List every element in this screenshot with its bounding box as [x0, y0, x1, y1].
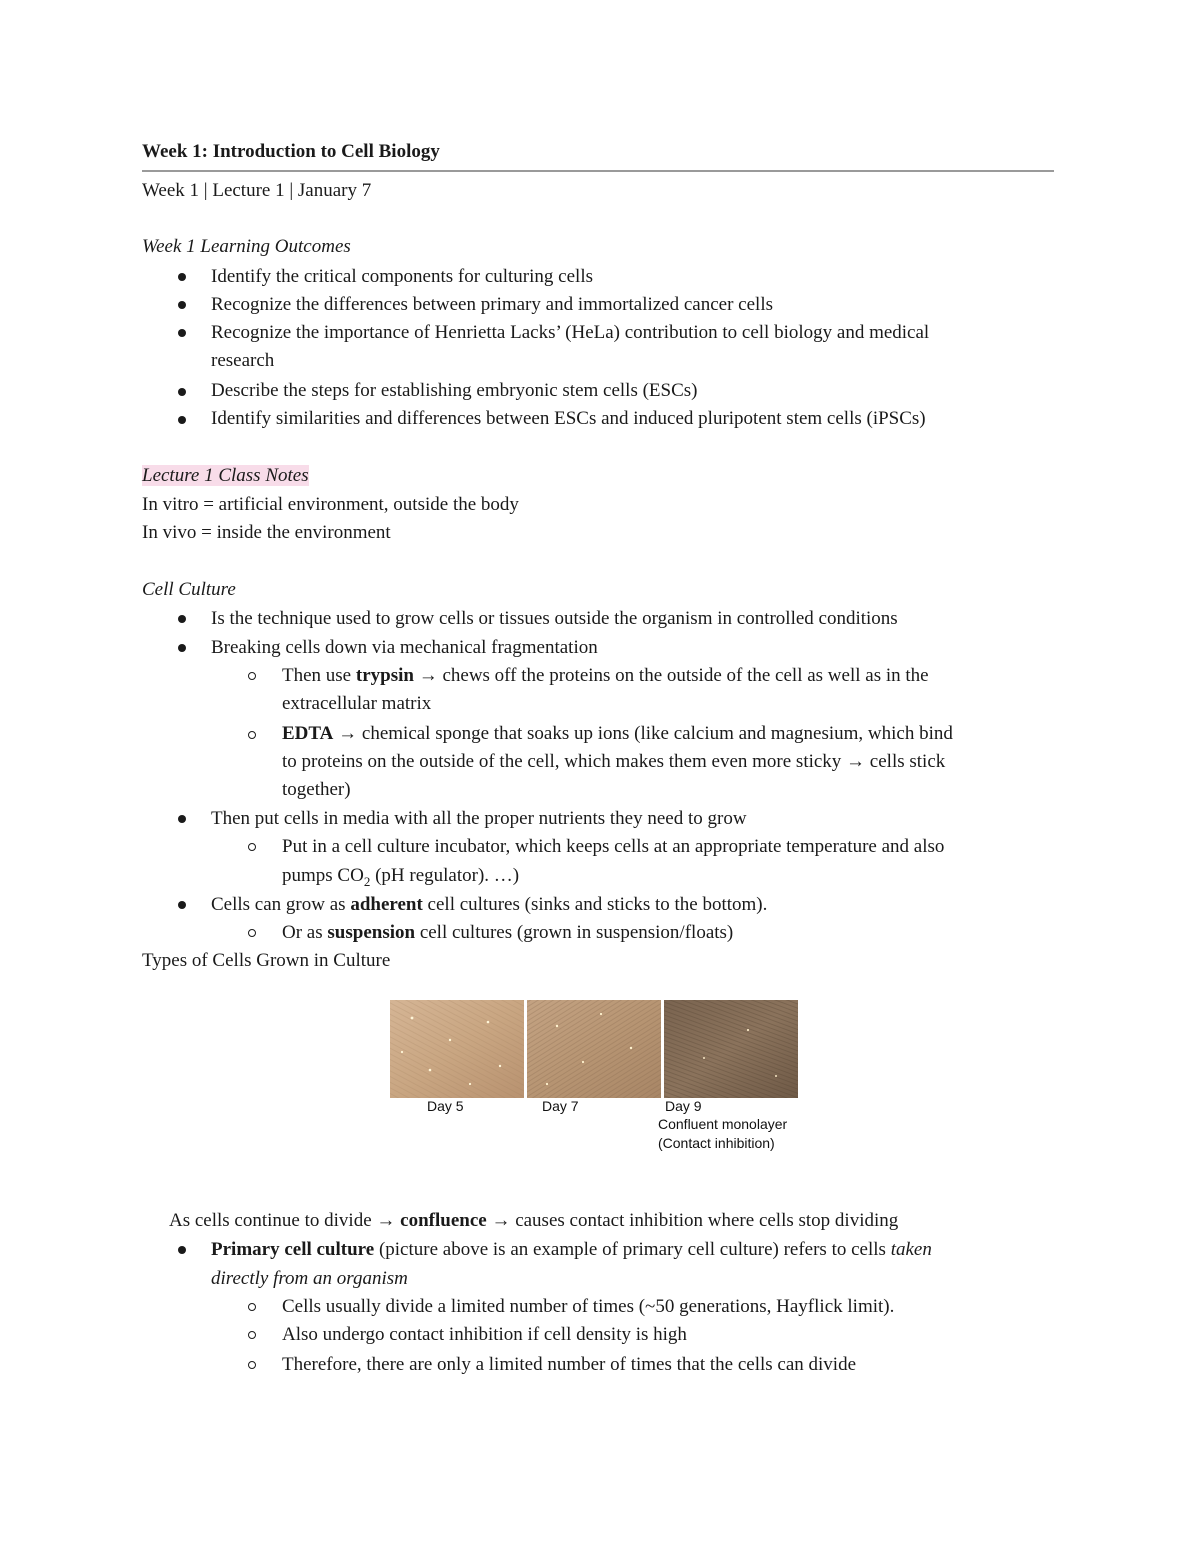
- primary-sub-item: Also undergo contact inhibition if cell density is high: [282, 1324, 687, 1345]
- bullet-icon: [178, 301, 186, 309]
- outcome-item: Describe the steps for establishing embryonic stem cells (ESCs): [211, 380, 698, 401]
- text-run: → chews off the proteins on the outside of the cell as well as in the: [413, 665, 929, 686]
- day-5-caption: Day 5: [427, 1098, 464, 1114]
- bullet-icon: [178, 329, 186, 337]
- bullet-icon: [178, 416, 186, 424]
- hollow-bullet-icon: [248, 1303, 256, 1311]
- bullet-icon: [178, 273, 186, 281]
- text-run: Cells can grow as: [211, 894, 351, 915]
- primary-culture-term: Primary cell culture: [211, 1239, 375, 1260]
- hollow-bullet-icon: [248, 1331, 256, 1339]
- text-run: cell cultures (sinks and sticks to the bottom).: [422, 894, 768, 915]
- confluence-term: confluence: [400, 1210, 487, 1231]
- lecture-meta: Week 1 | Lecture 1 | January 7: [142, 180, 372, 201]
- text-run: → causes contact inhibition where cells stop dividing: [486, 1210, 899, 1231]
- cell-culture-figure: [390, 1000, 810, 1160]
- culture-bullet: Breaking cells down via mechanical fragmentation: [211, 637, 598, 658]
- bullet-icon: [178, 815, 186, 823]
- day-5-micrograph: [390, 1000, 524, 1098]
- adherent-line: [211, 891, 767, 919]
- in-vivo-definition: In vivo = inside the environment: [142, 522, 391, 543]
- trypsin-line-continued: extracellular matrix: [282, 693, 432, 714]
- culture-bullet: Is the technique used to grow cells or tissues outside the organism in controlled conditions: [211, 608, 898, 629]
- suspension-term: suspension: [327, 922, 416, 943]
- edta-line-continued: to proteins on the outside of the cell, which makes them even more sticky → cells stick: [282, 751, 946, 772]
- hollow-bullet-icon: [248, 843, 256, 851]
- subscript: 2: [363, 873, 371, 889]
- adherent-term: adherent: [350, 894, 423, 915]
- outcomes-heading: Week 1 Learning Outcomes: [142, 236, 351, 257]
- text-run: taken: [890, 1239, 932, 1260]
- title-divider: [142, 170, 1054, 172]
- confluence-line: [169, 1207, 898, 1235]
- bullet-icon: [178, 644, 186, 652]
- hollow-bullet-icon: [248, 1361, 256, 1369]
- confluent-caption: Confluent monolayer: [658, 1116, 788, 1132]
- bullet-icon: [178, 1246, 186, 1254]
- outcome-item: Recognize the importance of Henrietta Lacks’ (HeLa) contribution to cell biology and medical: [211, 322, 930, 343]
- text-run: (picture above is an example of primary cell culture) refers to cells: [374, 1239, 891, 1260]
- primary-culture-line: [211, 1236, 932, 1264]
- types-heading: Types of Cells Grown in Culture: [142, 950, 391, 971]
- day-9-caption: Day 9: [665, 1098, 702, 1114]
- text-run: pumps CO: [282, 865, 364, 886]
- text-run: → chemical sponge that soaks up ions (like calcium and magnesium, which bind: [333, 723, 953, 744]
- bullet-icon: [178, 615, 186, 623]
- trypsin-line: [282, 662, 929, 690]
- edta-term: EDTA: [282, 723, 334, 744]
- trypsin-term: trypsin: [355, 665, 414, 686]
- text-run: cell cultures (grown in suspension/floats): [415, 922, 734, 943]
- day-7-micrograph: [527, 1000, 661, 1098]
- day-9-micrograph: [664, 1000, 798, 1098]
- outcome-item: Recognize the differences between primary and immortalized cancer cells: [211, 294, 773, 315]
- text-run: (pH regulator). …): [370, 865, 520, 886]
- hollow-bullet-icon: [248, 731, 256, 739]
- day-7-caption: Day 7: [542, 1098, 579, 1114]
- bullet-icon: [178, 388, 186, 396]
- primary-sub-item: Cells usually divide a limited number of times (~50 generations, Hayflick limit).: [282, 1296, 895, 1317]
- outcome-item-continued: research: [211, 350, 275, 371]
- hollow-bullet-icon: [248, 929, 256, 937]
- text-run: As cells continue to divide →: [169, 1210, 401, 1231]
- document-title: Week 1: Introduction to Cell Biology: [142, 141, 440, 162]
- edta-line-continued: together): [282, 779, 351, 800]
- primary-sub-item: Therefore, there are only a limited number of times that the cells can divide: [282, 1354, 856, 1375]
- bullet-icon: [178, 901, 186, 909]
- edta-line: [282, 720, 953, 748]
- incubator-line: Put in a cell culture incubator, which keeps cells at an appropriate temperature and also: [282, 836, 945, 857]
- outcome-item: Identify the critical components for culturing cells: [211, 266, 593, 287]
- cell-culture-heading: Cell Culture: [142, 579, 236, 600]
- text-run: Or as: [282, 922, 328, 943]
- outcome-item: Identify similarities and differences between ESCs and induced pluripotent stem cells (iPSCs): [211, 408, 926, 429]
- primary-culture-line-continued: directly from an organism: [211, 1268, 408, 1289]
- hollow-bullet-icon: [248, 672, 256, 680]
- in-vitro-definition: In vitro = artificial environment, outside the body: [142, 494, 519, 515]
- text-run: Then use: [282, 665, 356, 686]
- contact-inhibition-caption: (Contact inhibition): [658, 1135, 775, 1151]
- class-notes-heading: [142, 462, 309, 490]
- culture-bullet: Then put cells in media with all the proper nutrients they need to grow: [211, 808, 747, 829]
- suspension-line: [282, 919, 733, 947]
- class-notes-highlight: Lecture 1 Class Notes: [142, 465, 309, 486]
